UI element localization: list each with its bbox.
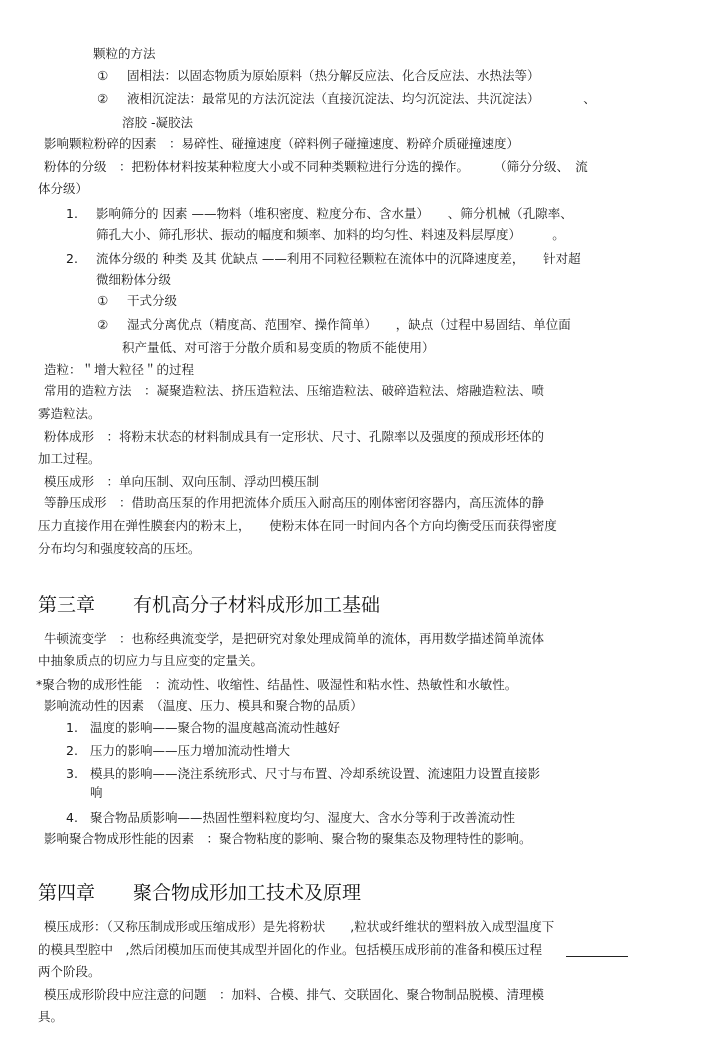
list-marker: ① <box>97 68 109 83</box>
text-line: 的模具型腔中 ,然后闭模加压而使其成型并固化的作业。包括模压成形前的准备和模压过程 <box>38 942 542 957</box>
text-line: 溶胶 -凝胶法 <box>122 115 193 130</box>
list-marker: ② <box>97 317 109 332</box>
list-marker: 2. <box>66 251 78 266</box>
text-line: 粉体的分级 ：把粉体材料按某种粒度大小或不同种类颗粒进行分选的操作。 （筛分分级、 流 <box>44 159 588 174</box>
text-line: 两个阶段。 <box>38 964 101 979</box>
text-line: 筛孔大小、筛孔形状、振动的幅度和频率、加料的均匀性、料速及料层厚度） 。 <box>96 227 565 242</box>
list-marker: 1. <box>66 720 78 735</box>
list-marker: 4. <box>66 810 78 825</box>
list-item-text: 影响筛分的 因素 ——物料（堆积密度、粒度分布、含水量） 、筛分机械（孔隙率、 <box>96 206 573 221</box>
text-line: 牛顿流变学 ：也称经典流变学，是把研究对象处理成简单的流体，再用数学描述简单流体 <box>44 631 545 646</box>
text-line: 影响颗粒粉碎的因素 ：易碎性、碰撞速度（碎料例子碰撞速度、粉碎介质碰撞速度） <box>44 136 520 151</box>
list-item-text: 固相法：以固态物质为原始原料（热分解反应法、化合反应法、水热法等） <box>127 68 540 83</box>
list-item <box>66 765 540 783</box>
text-line: 等静压成形 ：借助高压泵的作用把流体介质压入耐高压的刚体密闭容器内，高压流体的静 <box>44 495 545 510</box>
list-item-text: 液相沉淀法：最常见的方法沉淀法（直接沉淀法、均匀沉淀法、共沉淀法） 、 <box>127 91 596 106</box>
list-item-text: 干式分级 <box>127 293 178 308</box>
text-line: 具。 <box>38 1009 64 1024</box>
list-item <box>66 250 581 268</box>
list-item-text: 流体分级的 种类 及其 优缺点 ——利用不同粒径颗粒在流体中的沉降速度差， 针对超 <box>96 251 581 266</box>
list-marker: 3. <box>66 766 78 781</box>
text-line: 颗粒的方法 <box>93 46 156 61</box>
text-line: 加工过程。 <box>38 451 101 466</box>
text-line: 分布均匀和强度较高的压坯。 <box>38 541 201 556</box>
list-marker: 2. <box>66 743 78 758</box>
list-item-text: 压力的影响——压力增加流动性增大 <box>90 743 291 758</box>
text-line: 常用的造粒方法 ：凝聚造粒法、挤压造粒法、压缩造粒法、破碎造粒法、熔融造粒法、喷 <box>44 383 545 398</box>
text-line: 影响聚合物成形性能的因素 ：聚合物粘度的影响、聚合物的聚集态及物理特性的影响。 <box>44 831 532 846</box>
text-line: 体分级） <box>38 181 89 196</box>
text-line: *聚合物的成形性能 ：流动性、收缩性、结晶性、吸湿性和粘水性、热敏性和水敏性。 <box>36 677 518 692</box>
text-line: 微细粉体分级 <box>96 272 172 287</box>
text-line: 粉体成形 ：将粉末状态的材料制成具有一定形状、尺寸、孔隙率以及强度的预成形坯体的 <box>44 429 545 444</box>
text-line: 中抽象质点的切应力与且应变的定量关。 <box>38 653 264 668</box>
list-item-text: 温度的影响——聚合物的温度越高流动性越好 <box>90 720 341 735</box>
list-marker: 1. <box>66 206 78 221</box>
list-item <box>66 742 290 760</box>
list-item-text: 湿式分离优点（精度高、范围窄、操作简单） ，缺点（过程中易固结、单位面 <box>127 317 571 332</box>
text-line: 模压成形 ：单向压制、双向压制、浮动凹模压制 <box>44 474 320 489</box>
list-item <box>97 90 596 108</box>
list-item <box>66 205 573 223</box>
list-item-text: 聚合物品质影响——热固性塑料粒度均匀、湿度大、含水分等利于改善流动性 <box>90 810 516 825</box>
text-line: 响 <box>90 785 103 800</box>
text-line: 雾造粒法。 <box>38 406 101 421</box>
list-marker: ① <box>97 293 109 308</box>
text-line: 压力直接作用在弹性膜套内的粉末上， 使粉末体在同一时间内各个方向均衡受压而获得密度 <box>38 518 557 533</box>
list-item-text: 模具的影响——浇注系统形式、尺寸与布置、冷却系统设置、流速阻力设置直接影 <box>90 766 541 781</box>
text-line: 影响流动性的因素 （温度、压力、模具和聚合物的品质） <box>44 698 363 713</box>
list-item <box>66 719 340 737</box>
text-line: 模压成形：（又称压制成形或压缩成形）是先将粉状 ,粒状或纤维状的塑料放入成型温度下 <box>44 919 555 934</box>
list-item <box>66 809 515 827</box>
list-marker: ② <box>97 91 109 106</box>
underline-rule <box>566 956 628 957</box>
chapter-heading: 第四章 聚合物成形加工技术及原理 <box>38 882 362 904</box>
text-line: 积产量低、对可溶于分散介质和易变质的物质不能使用） <box>122 340 435 355</box>
list-item <box>97 292 177 310</box>
list-item <box>97 316 571 334</box>
list-item <box>97 67 540 85</box>
chapter-heading: 第三章 有机高分子材料成形加工基础 <box>38 594 381 616</box>
text-line: 造粒：＂增大粒径＂的过程 <box>44 362 195 377</box>
text-line: 模压成形阶段中应注意的问题 ：加料、合模、排气、交联固化、聚合物制品脱模、清理模 <box>44 987 545 1002</box>
